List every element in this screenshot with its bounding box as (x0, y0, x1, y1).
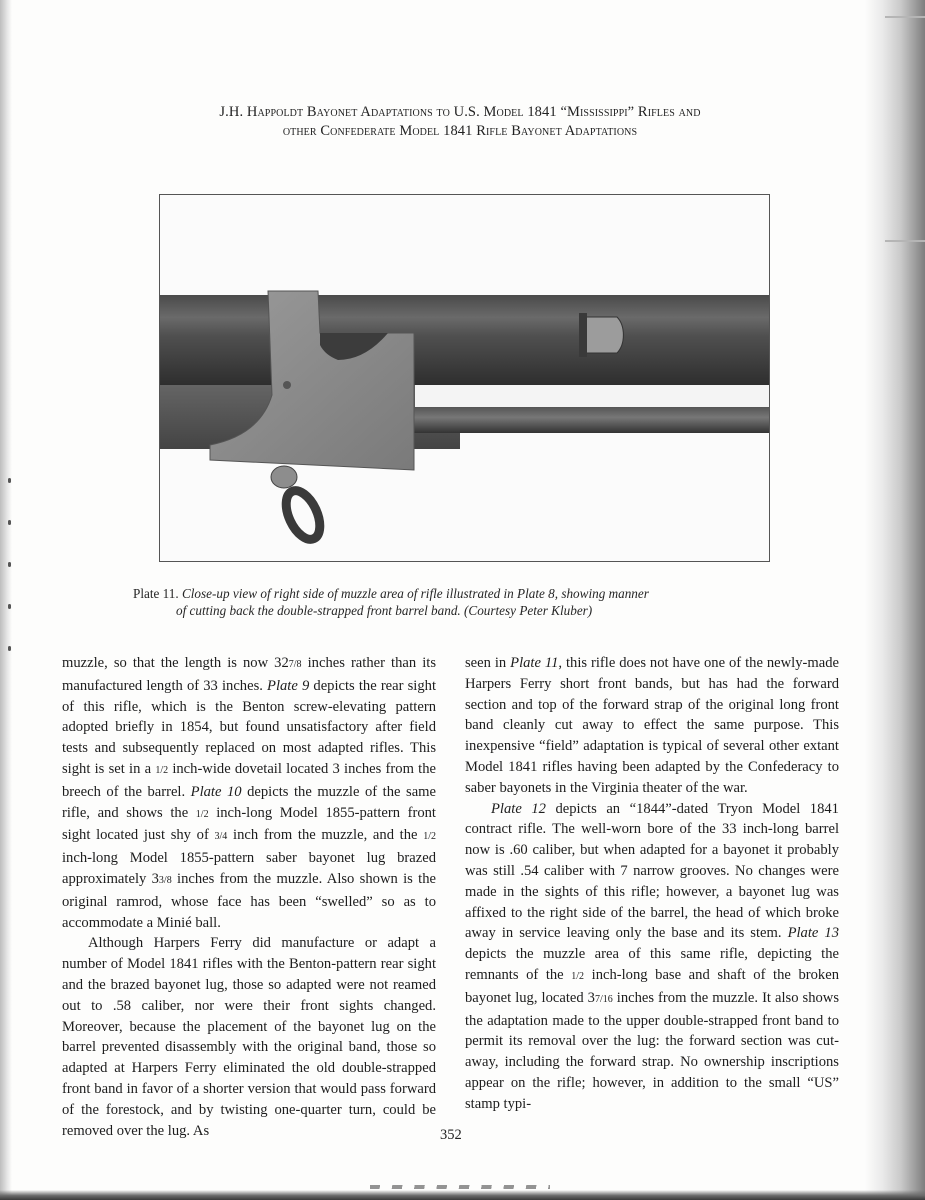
barrel (160, 295, 769, 385)
body-column-right (465, 653, 839, 1115)
fraction: 7/16 (594, 993, 613, 1005)
paragraph (62, 653, 436, 933)
plate-11-photograph (159, 194, 770, 562)
text-run: muzzle, so that the length is now 32 (62, 655, 289, 671)
page-number: 352 (440, 1127, 462, 1143)
plate-reference: Plate 13 (787, 925, 839, 942)
text-run: , this rifle does not have one of the newly-made Harpers Ferry short front bands, but has had the forward section and top of the forward strap of the original long front band cleanly cut away to effect the same purpose. This inexpensive “field” adaptation is typical of several other extant Model 1841 rifles having been adapted by the Confederacy to saber bayonets in the Virginia theater of the war. (465, 655, 839, 796)
running-head (100, 103, 820, 141)
front-sight (585, 317, 623, 353)
ramrod (390, 407, 769, 433)
plate-reference: Plate 10 (190, 783, 242, 800)
scan-edge-right (865, 0, 925, 1200)
fraction: 1/2 (155, 764, 169, 776)
text-run: depicts an “1844”-dated Tryon Model 1841 contract rifle. The well-worn bore of the 33 inch-long barrel now is .60 caliber, but when adapted for a bayonet it probably was still .54 caliber with 7 narrow grooves. No changes were made in the sights of this rifle; however, a bayonet lug was affixed to the right side of the barrel, the head of which broke away in service leaving only the base and its stem. (465, 800, 839, 942)
paragraph (465, 653, 839, 799)
text-run: inch-long Model 1855-pattern saber bayonet lug brazed approximately 3 (62, 850, 436, 887)
binding-margin-marks (8, 478, 24, 688)
text-run: depicts the muzzle of the same rifle, and shows the (62, 783, 436, 821)
text-run: inch-long base and shaft of the broken bayonet lug, located 3 (465, 966, 839, 1006)
caption-line-1: Close-up view of right side of muzzle area of rifle illustrated in Plate 8, showing manner (181, 586, 649, 601)
text-run: inches from the muzzle. Also shown is the original ramrod, whose face has been “swelled” so as to accommodate a Minié ball. (62, 870, 436, 931)
paragraph (465, 799, 839, 1115)
paragraph: Although Harpers Ferry did manufacture or adapt a number of Model 1841 rifles with the Benton-pattern rear sight and the brazed bayonet lug, those so adapted were not reamed out to .58 caliber, nor were their front sights changed. Moreover, because the placement of the bayonet lug on the barrel prevented disassembly with the original band, those so adapted at Harpers Ferry eliminated the old double-strapped front band in favor of a shorter version that would pass forward of the forestock, and by twisting one-quarter turn, could be removed over the lug. As (62, 935, 436, 1139)
plate-reference: Plate 12 (491, 800, 546, 817)
fraction: 1/2 (423, 831, 436, 843)
fraction: 7/8 (288, 659, 302, 670)
scan-edge-bottom (0, 1190, 925, 1200)
fraction: 1/2 (571, 970, 585, 982)
plate-reference: Plate 11 (510, 655, 559, 671)
text-run: depicts the rear sight of this rifle, which is the Benton screw-elevating pattern adopted briefly in 1854, but found unsatisfactory after field tests and subsequently replaced on most adapted rifles. This sight is set in a (62, 677, 437, 777)
fraction: 3/8 (158, 874, 172, 886)
plate-reference: Plate 9 (267, 677, 310, 694)
text-run: inches rather than its manufactured length of 33 inches. (62, 655, 436, 694)
fraction: 1/2 (195, 808, 209, 820)
running-head-line-2: other Confederate Model 1841 Rifle Bayonet Adaptations (282, 123, 638, 139)
text-run: depicts the muzzle area of this same rifle, depicting the remnants of the (465, 946, 839, 983)
text-run: inch-long Model 1855-pattern front sight located just shy of (62, 804, 436, 844)
text-run: seen in (465, 655, 511, 671)
body-column-left (62, 653, 436, 1141)
text-run: inch from the muzzle, and the (227, 827, 424, 844)
caption-label: Plate 11. (133, 586, 179, 601)
plate-caption (133, 585, 793, 619)
swivel-screw (271, 466, 297, 488)
text-run: inch-wide dovetail located 3 inches from the breech of the barrel. (62, 760, 436, 800)
scan-artifact (370, 1185, 550, 1189)
fraction: 3/4 (214, 831, 228, 843)
text-run: inches from the muzzle. It also shows the adaptation made to the upper double-strapped front band to permit its removal over the lug: the forward section was cut-away, including the forward strap. No ownership inscriptions appear on the rifle; however, in addition to the small “US” stamp typi- (465, 989, 840, 1112)
rifle-muzzle-photo (160, 195, 769, 561)
caption-line-2: of cutting back the double-strapped front barrel band. (Courtesy Peter Kluber) (176, 603, 593, 618)
running-head-line-1: J.H. Happoldt Bayonet Adaptations to U.S. Model 1841 “Mississippi” Rifles and (219, 104, 701, 120)
